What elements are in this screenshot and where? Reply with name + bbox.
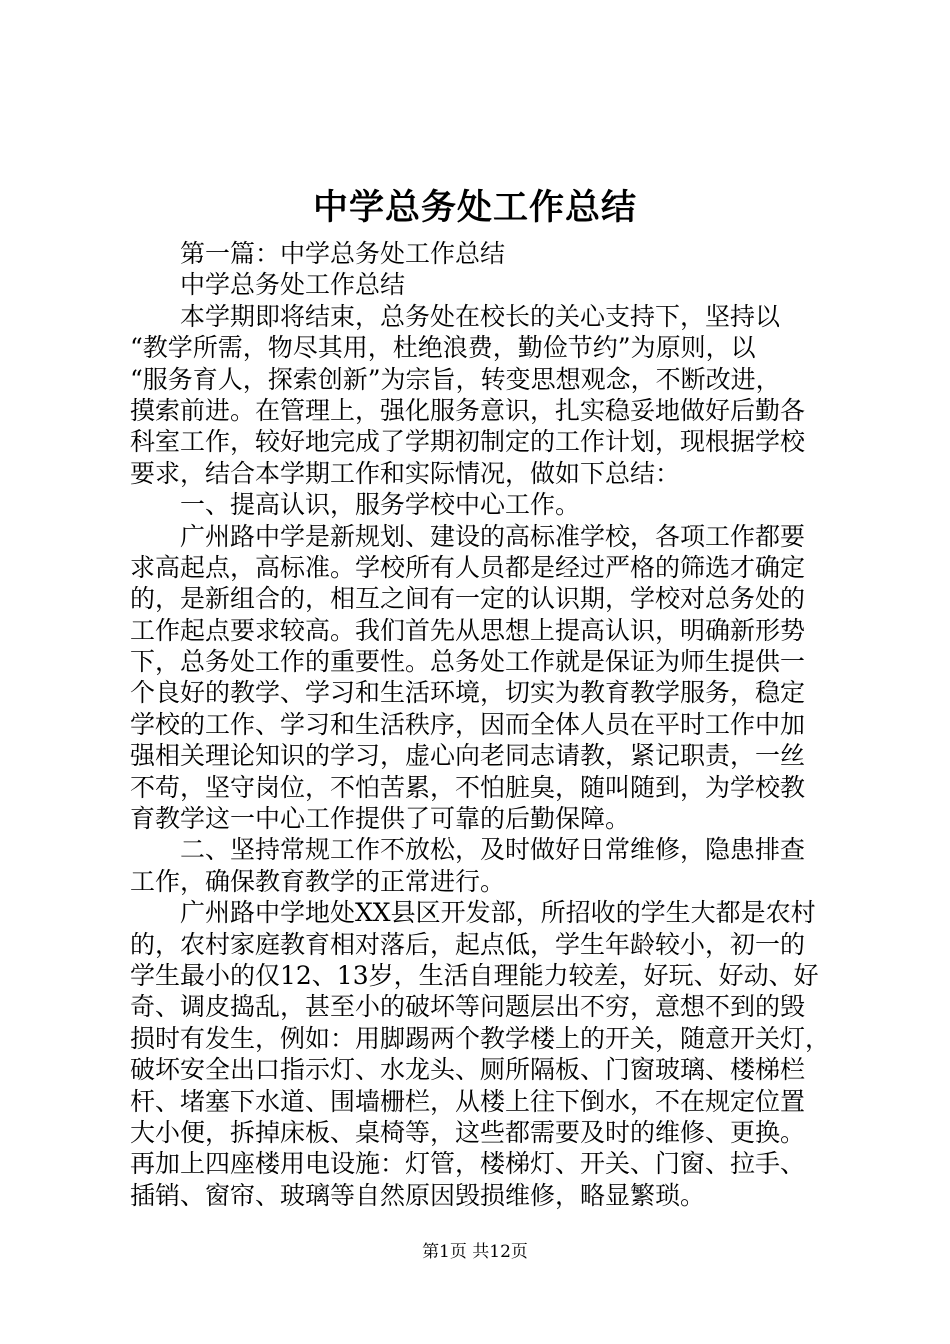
body-line: 的，农村家庭教育相对落后，起点低，学生年龄较小，初一的 [130,929,806,959]
body-line: 个良好的教学、学习和生活环境，切实为教育教学服务，稳定 [130,678,806,708]
body-line: 破坏安全出口指示灯、水龙头、厕所隔板、门窗玻璃、楼梯栏 [130,1055,806,1085]
body-line: 二、坚持常规工作不放松，及时做好日常维修，隐患排查 [180,835,806,865]
document-title: 中学总务处工作总结 [312,187,637,228]
body-line: 再加上四座楼用电设施：灯管，楼梯灯、开关、门窗、拉手、 [130,1149,806,1179]
body-line: 广州路中学地处XX县区开发部，所招收的学生大都是农村 [180,898,816,928]
body-line: 中学总务处工作总结 [180,270,406,300]
body-line: 下，总务处工作的重要性。总务处工作就是保证为师生提供一 [130,647,806,677]
body-line: 插销、窗帘、玻璃等自然原因毁损维修，略显繁琐。 [130,1180,706,1210]
body-line: 一、提高认识，服务学校中心工作。 [180,490,581,520]
body-line: 学生最小的仅12、13岁，生活自理能力较差，好玩、好动、好 [130,960,819,990]
body-line: 奇、调皮捣乱，甚至小的破坏等问题层出不穷，意想不到的毁 [130,992,806,1022]
page-footer: 第1页 共12页 [422,1242,528,1262]
body-line: “教学所需，物尽其用，杜绝浪费，勤俭节约”为原则，以 [130,333,756,363]
body-line: 广州路中学是新规划、建设的高标准学校，各项工作都要 [180,521,806,551]
body-line: 工作，确保教育教学的正常进行。 [130,866,506,896]
body-line: 大小便，拆掉床板、桌椅等，这些都需要及时的维修、更换。 [130,1117,806,1147]
body-line: 强相关理论知识的学习，虚心向老同志请教，紧记职责，一丝 [130,741,806,771]
body-line: 本学期即将结束，总务处在校长的关心支持下，坚持以 [180,301,781,331]
body-line: 工作起点要求较高。我们首先从思想上提高认识，明确新形势 [130,615,806,645]
body-line: 摸索前进。在管理上，强化服务意识，扎实稳妥地做好后勤各 [130,395,806,425]
body-line: 科室工作，较好地完成了学期初制定的工作计划，现根据学校 [130,427,806,457]
body-line: 育教学这一中心工作提供了可靠的后勤保障。 [130,804,631,834]
body-line: 不苟，坚守岗位，不怕苦累，不怕脏臭，随叫随到，为学校教 [130,772,806,802]
document-body [130,238,830,1211]
body-line: “服务育人，探索创新”为宗旨，转变思想观念，不断改进， [130,364,781,394]
body-line: 损时有发生，例如：用脚踢两个教学楼上的开关，随意开关灯， [130,1023,831,1053]
body-line: 杆、堵塞下水道、围墙栅栏，从楼上往下倒水，不在规定位置 [130,1086,806,1116]
body-line: 求高起点，高标准。学校所有人员都是经过严格的筛选才确定 [130,552,806,582]
body-line: 第一篇：中学总务处工作总结 [180,239,506,268]
body-line: 的，是新组合的，相互之间有一定的认识期，学校对总务处的 [130,584,806,614]
body-line: 学校的工作、学习和生活秩序，因而全体人员在平时工作中加 [130,709,806,739]
body-line: 要求，结合本学期工作和实际情况，做如下总结： [130,458,681,488]
